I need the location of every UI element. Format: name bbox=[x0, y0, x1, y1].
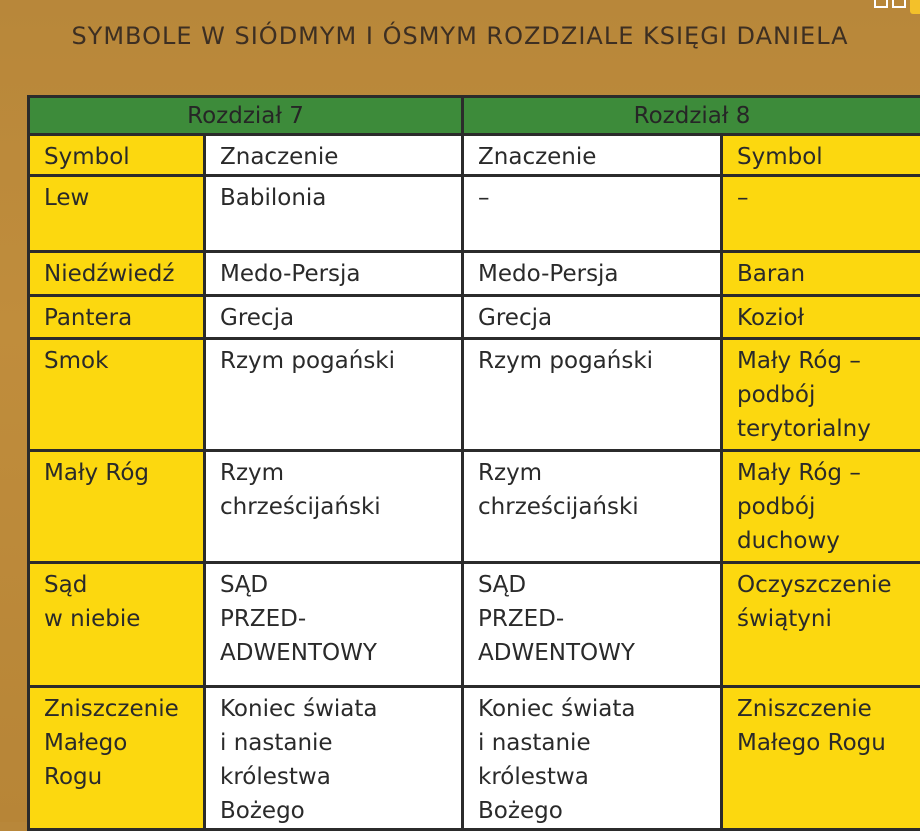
chapter-7-header: Rozdział 7 bbox=[29, 97, 463, 135]
cell-meaning-8: SĄD PRZED- ADWENTOWY bbox=[463, 563, 722, 687]
cell-meaning-7: Rzym chrześcijański bbox=[205, 451, 463, 563]
cell-meaning-8: Medo-Persja bbox=[463, 252, 722, 296]
table-row bbox=[29, 563, 920, 687]
chapter-header-row bbox=[29, 97, 920, 135]
col-header-meaning-7: Znaczenie bbox=[205, 135, 463, 176]
cell-symbol-8: Oczyszczenie świątyni bbox=[722, 563, 920, 687]
cell-meaning-8: – bbox=[463, 176, 722, 252]
cell-meaning-7: Grecja bbox=[205, 296, 463, 339]
col-header-symbol-8: Symbol bbox=[722, 135, 920, 176]
cell-symbol-8: Mały Róg – podbój duchowy bbox=[722, 451, 920, 563]
cell-meaning-7: Medo-Persja bbox=[205, 252, 463, 296]
cell-symbol-7: Zniszczenie Małego Rogu bbox=[29, 687, 205, 830]
cell-symbol-7: Niedźwiedź bbox=[29, 252, 205, 296]
table-row bbox=[29, 176, 920, 252]
column-header-row bbox=[29, 135, 920, 176]
cell-meaning-8: Grecja bbox=[463, 296, 722, 339]
table-row bbox=[29, 687, 920, 830]
cell-symbol-7: Lew bbox=[29, 176, 205, 252]
window-controls bbox=[874, 0, 920, 10]
cell-meaning-7: Koniec świata i nastanie królestwa Bożego bbox=[205, 687, 463, 830]
corner-marker bbox=[910, 0, 920, 14]
cell-meaning-7: Rzym pogański bbox=[205, 339, 463, 451]
cell-symbol-8: Zniszczenie Małego Rogu bbox=[722, 687, 920, 830]
cell-symbol-8: Mały Róg – podbój terytorialny bbox=[722, 339, 920, 451]
col-header-symbol-7: Symbol bbox=[29, 135, 205, 176]
cell-symbol-8: Baran bbox=[722, 252, 920, 296]
cell-meaning-8: Rzym pogański bbox=[463, 339, 722, 451]
cell-symbol-8: Kozioł bbox=[722, 296, 920, 339]
cell-symbol-7: Pantera bbox=[29, 296, 205, 339]
chapter-8-header: Rozdział 8 bbox=[463, 97, 920, 135]
cell-symbol-7: Mały Róg bbox=[29, 451, 205, 563]
cell-symbol-7: Sąd w niebie bbox=[29, 563, 205, 687]
cell-symbol-8: – bbox=[722, 176, 920, 252]
col-header-meaning-8: Znaczenie bbox=[463, 135, 722, 176]
symbols-table bbox=[27, 95, 920, 831]
table-row bbox=[29, 451, 920, 563]
table-row bbox=[29, 252, 920, 296]
cast-icon[interactable] bbox=[892, 0, 906, 8]
symbols-table-wrapper bbox=[27, 95, 920, 822]
table-row bbox=[29, 296, 920, 339]
table-row bbox=[29, 339, 920, 451]
page-title: SYMBOLE W SIÓDMYM I ÓSMYM ROZDZIALE KSIĘGI DANIELA bbox=[0, 22, 920, 50]
minimize-icon[interactable] bbox=[874, 0, 888, 8]
cell-meaning-7: SĄD PRZED- ADWENTOWY bbox=[205, 563, 463, 687]
cell-meaning-8: Koniec świata i nastanie królestwa Bożego bbox=[463, 687, 722, 830]
cell-symbol-7: Smok bbox=[29, 339, 205, 451]
cell-meaning-7: Babilonia bbox=[205, 176, 463, 252]
cell-meaning-8: Rzym chrześcijański bbox=[463, 451, 722, 563]
